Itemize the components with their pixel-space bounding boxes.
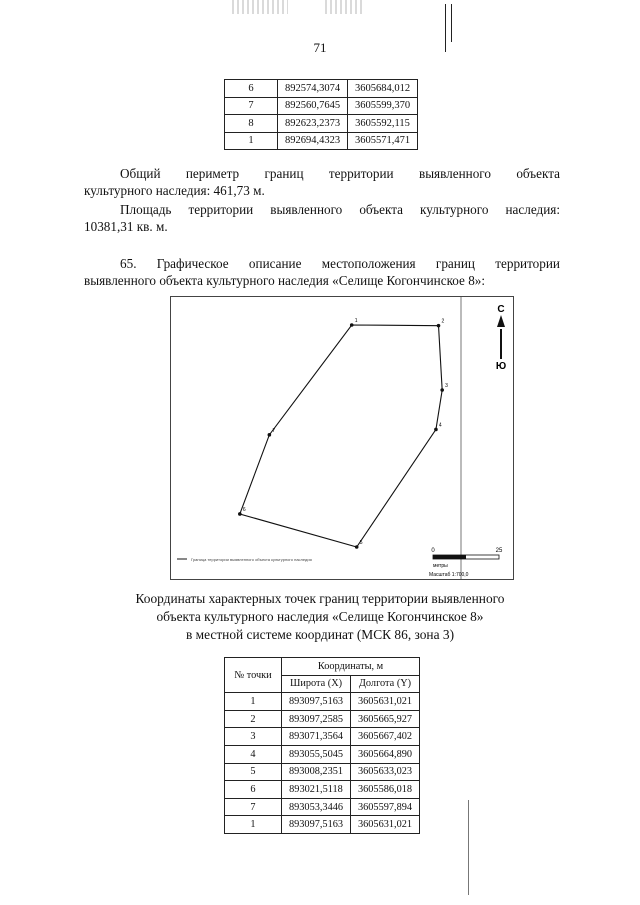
table-cell: 3605664,890: [351, 745, 420, 763]
table-cell: 892623,2373: [278, 115, 348, 133]
north-arrow-head-icon: [497, 315, 505, 327]
boundary-point-label: 5: [359, 540, 363, 546]
table-cell: 3: [225, 728, 282, 746]
caption-line-3: в местной системе координат (МСК 86, зона 3): [185, 627, 455, 642]
table-cell: 893055,5045: [282, 745, 351, 763]
table-row: [225, 728, 420, 746]
table-cell: 3605599,370: [348, 97, 418, 115]
table-cell: 1: [225, 132, 278, 150]
table-cell: 4: [225, 745, 282, 763]
boundary-point: [268, 433, 272, 437]
table-cell: 892560,7645: [278, 97, 348, 115]
area-paragraph: [84, 201, 560, 235]
table-cell: 5: [225, 763, 282, 781]
table-row: [225, 763, 420, 781]
section-line-2: выявленного объекта культурного наследия «Селище Когончинское 8»:: [84, 273, 486, 288]
table-cell: 3605592,115: [348, 115, 418, 133]
caption-line-1: Координаты характерных точек границ территории выявленного: [135, 591, 505, 606]
scale-unit: метры: [433, 563, 448, 569]
table-cell: 1: [225, 693, 282, 711]
table-cell: 893053,3446: [282, 798, 351, 816]
scan-noise-left: [232, 0, 288, 14]
table-cell: 3605571,471: [348, 132, 418, 150]
table-row: [225, 693, 420, 711]
boundary-point-label: 6: [242, 506, 246, 513]
boundary-point-label: 4: [438, 422, 442, 429]
table-row: [225, 115, 418, 133]
table-cell: 3605665,927: [351, 710, 420, 728]
table-cell: 3605631,021: [351, 816, 420, 834]
table-cell: 2: [225, 710, 282, 728]
scale-ratio: Масштаб 1:700,0: [429, 572, 469, 578]
boundary-point: [238, 512, 242, 516]
scan-edge-line: [468, 800, 469, 895]
table-row: [225, 798, 420, 816]
caption-line-2: объекта культурного наследия «Селище Когончинское 8»: [156, 609, 484, 624]
table-cell: 892694,4323: [278, 132, 348, 150]
table-cell: 7: [225, 798, 282, 816]
table-cell: 893071,3564: [282, 728, 351, 746]
boundary-point: [355, 545, 359, 549]
table-row: [225, 710, 420, 728]
table-cell: 893097,5163: [282, 816, 351, 834]
scale-bar-fill: [433, 555, 466, 559]
top-coordinates-table: [224, 79, 418, 150]
boundary-point-label: 2: [441, 318, 445, 325]
boundary-point: [437, 324, 441, 328]
boundary-point: [350, 323, 354, 327]
boundary-map: [170, 296, 514, 580]
header-latitude: Широта (X): [282, 675, 351, 693]
table-cell: 6: [225, 781, 282, 799]
boundary-point-label: 1: [354, 318, 358, 324]
table-row: [225, 781, 420, 799]
perimeter-line-2: культурного наследия: 461,73 м.: [84, 183, 265, 198]
boundary-point-label: 7: [272, 427, 276, 434]
table-cell: 893021,5118: [282, 781, 351, 799]
table-cell: 3605684,012: [348, 80, 418, 98]
table-cell: 7: [225, 97, 278, 115]
table-cell: 3605667,402: [351, 728, 420, 746]
coordinates-caption: [0, 590, 640, 644]
table-cell: 893097,5163: [282, 693, 351, 711]
boundary-points: [238, 318, 448, 549]
legend-text: Граница территории выявленного объекта культурного наследия: [191, 557, 312, 562]
table-row: [225, 80, 418, 98]
table-cell: 3605631,021: [351, 693, 420, 711]
table-cell: 3605586,018: [351, 781, 420, 799]
scale-end: 25: [495, 548, 503, 554]
table-cell: 3605597,894: [351, 798, 420, 816]
boundary-point-label: 3: [445, 383, 448, 390]
perimeter-line-1: Общий периметр границ территории выявленного объекта: [120, 166, 560, 181]
scan-noise-right: [325, 0, 363, 14]
table-cell: 892574,3074: [278, 80, 348, 98]
header-longitude: Долгота (Y): [351, 675, 420, 693]
area-line-2: 10381,31 кв. м.: [84, 219, 168, 234]
table-cell: 8: [225, 115, 278, 133]
header-coordinates: Координаты, м: [282, 658, 420, 676]
section-paragraph: [84, 255, 560, 289]
table-cell: 893008,2351: [282, 763, 351, 781]
table-cell: 893097,2585: [282, 710, 351, 728]
south-label: Ю: [495, 361, 507, 372]
scan-edge-line: [451, 4, 452, 42]
section-line-1: 65. Графическое описание местоположения границ территории: [120, 256, 560, 271]
table-cell: 1: [225, 816, 282, 834]
boundary-point: [440, 388, 444, 392]
table-row: [225, 816, 420, 834]
header-point-number: № точки: [225, 658, 282, 693]
area-line-1: Площадь территории выявленного объекта культурного наследия:: [120, 202, 560, 217]
boundary-point: [434, 428, 438, 432]
scale-start: 0: [431, 548, 435, 554]
north-label: С: [497, 304, 505, 315]
coordinates-table: [224, 657, 420, 834]
table-cell: 6: [225, 80, 278, 98]
table-cell: 3605633,023: [351, 763, 420, 781]
perimeter-paragraph: [84, 165, 560, 199]
table-row: [225, 745, 420, 763]
table-row: [225, 97, 418, 115]
table-row: [225, 132, 418, 150]
page-number: 71: [313, 40, 327, 55]
